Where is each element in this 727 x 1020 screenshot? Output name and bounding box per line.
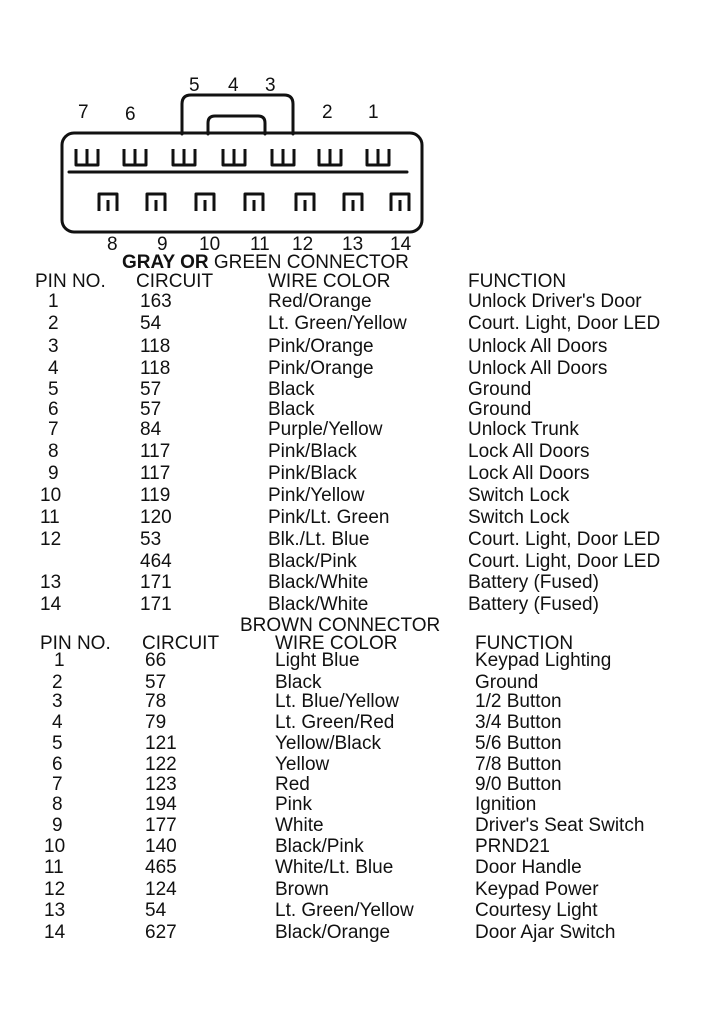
connector-housing bbox=[62, 133, 422, 232]
row-circuit: 120 bbox=[140, 507, 172, 528]
row-wire-color: Lt. Green/Red bbox=[275, 712, 395, 733]
pin-label-8: 8 bbox=[107, 234, 118, 255]
column-header-function: FUNCTION bbox=[468, 271, 567, 292]
row-wire-color: Black/Pink bbox=[268, 551, 357, 572]
bottom-terminal bbox=[296, 194, 314, 211]
bottom-terminal bbox=[147, 194, 165, 211]
gray-connector-title-rest: GREEN CONNECTOR bbox=[208, 252, 409, 273]
row-wire-color: Black/White bbox=[268, 572, 369, 593]
row-function: 5/6 Button bbox=[475, 733, 562, 754]
row-function: Ground bbox=[468, 379, 532, 400]
row-pin: 7 bbox=[48, 419, 59, 440]
column-header-wire: WIRE COLOR bbox=[275, 633, 398, 654]
row-function: Ground bbox=[468, 399, 532, 420]
row-function: Court. Light, Door LED bbox=[468, 313, 661, 334]
row-circuit: 124 bbox=[145, 879, 177, 900]
row-wire-color: Pink/Orange bbox=[268, 358, 374, 379]
row-circuit: 122 bbox=[145, 754, 177, 775]
row-wire-color: Pink/Orange bbox=[268, 336, 374, 357]
column-header-circuit: CIRCUIT bbox=[136, 271, 214, 292]
row-circuit: 464 bbox=[140, 551, 172, 572]
row-circuit: 57 bbox=[140, 379, 162, 400]
row-function: Ground bbox=[475, 672, 539, 693]
row-function: Ignition bbox=[475, 794, 537, 815]
row-circuit: 66 bbox=[145, 650, 167, 671]
row-wire-color: Black/Pink bbox=[275, 836, 364, 857]
column-header-circuit: CIRCUIT bbox=[142, 633, 220, 654]
pin-label-1: 1 bbox=[368, 102, 379, 123]
row-pin: 4 bbox=[48, 358, 59, 379]
row-wire-color: Red bbox=[275, 774, 310, 795]
row-function: Unlock All Doors bbox=[468, 336, 608, 357]
top-terminal bbox=[319, 149, 341, 165]
row-wire-color: Lt. Green/Yellow bbox=[275, 900, 414, 921]
row-function: 7/8 Button bbox=[475, 754, 562, 775]
top-terminal bbox=[173, 149, 195, 165]
row-wire-color: Pink/Yellow bbox=[268, 485, 365, 506]
row-wire-color: Black bbox=[268, 379, 315, 400]
row-function: 3/4 Button bbox=[475, 712, 562, 733]
row-function: Unlock All Doors bbox=[468, 358, 608, 379]
pin-label-2: 2 bbox=[322, 102, 333, 123]
row-circuit: 119 bbox=[140, 485, 171, 506]
row-pin: 5 bbox=[48, 379, 59, 400]
row-function: Courtesy Light bbox=[475, 900, 598, 921]
pin-label-4: 4 bbox=[228, 75, 239, 96]
row-function: Door Handle bbox=[475, 857, 582, 878]
row-circuit: 194 bbox=[145, 794, 177, 815]
row-function: Lock All Doors bbox=[468, 463, 590, 484]
row-circuit: 79 bbox=[145, 712, 167, 733]
row-pin: 12 bbox=[44, 879, 66, 900]
row-wire-color: Pink/Black bbox=[268, 463, 357, 484]
row-pin: 14 bbox=[44, 922, 66, 943]
bottom-terminal bbox=[245, 194, 263, 211]
connector-diagram bbox=[0, 0, 727, 260]
row-wire-color: Pink bbox=[275, 794, 312, 815]
row-wire-color: Pink/Black bbox=[268, 441, 357, 462]
column-header-pin: PIN NO. bbox=[40, 633, 111, 654]
pin-label-9: 9 bbox=[157, 234, 168, 255]
row-wire-color: Brown bbox=[275, 879, 329, 900]
bottom-terminal bbox=[99, 194, 117, 211]
row-pin: 9 bbox=[52, 815, 63, 836]
row-circuit: 117 bbox=[140, 441, 171, 462]
row-function: 1/2 Button bbox=[475, 691, 562, 712]
row-circuit: 140 bbox=[145, 836, 177, 857]
row-wire-color: Black/Orange bbox=[275, 922, 391, 943]
top-terminal bbox=[223, 149, 245, 165]
row-circuit: 123 bbox=[145, 774, 177, 795]
connector-lock-notch bbox=[208, 116, 265, 134]
top-terminal bbox=[272, 149, 294, 165]
row-pin: 13 bbox=[44, 900, 66, 921]
row-wire-color: Black/White bbox=[268, 594, 369, 615]
bottom-terminal bbox=[344, 194, 362, 211]
row-pin: 6 bbox=[48, 399, 59, 420]
row-pin: 11 bbox=[40, 507, 60, 528]
row-wire-color: Lt. Blue/Yellow bbox=[275, 691, 399, 712]
row-function: Switch Lock bbox=[468, 507, 570, 528]
pin-label-14: 14 bbox=[390, 234, 412, 255]
row-wire-color: Red/Orange bbox=[268, 291, 372, 312]
row-pin: 8 bbox=[52, 794, 63, 815]
row-wire-color: White bbox=[275, 815, 324, 836]
row-pin: 10 bbox=[40, 485, 62, 506]
row-pin: 10 bbox=[44, 836, 66, 857]
row-pin: 11 bbox=[44, 857, 64, 878]
row-pin: 7 bbox=[52, 774, 63, 795]
pin-label-10: 10 bbox=[199, 234, 221, 255]
pin-label-7: 7 bbox=[78, 102, 89, 123]
pin-label-3: 3 bbox=[265, 75, 276, 96]
row-pin: 1 bbox=[54, 650, 65, 671]
row-pin: 2 bbox=[52, 672, 63, 693]
row-function: Court. Light, Door LED bbox=[468, 529, 661, 550]
row-circuit: 57 bbox=[140, 399, 162, 420]
row-pin: 13 bbox=[40, 572, 62, 593]
row-wire-color: Purple/Yellow bbox=[268, 419, 383, 440]
row-function: Door Ajar Switch bbox=[475, 922, 616, 943]
brown-connector-title: BROWN CONNECTOR bbox=[240, 615, 441, 636]
row-wire-color: Pink/Lt. Green bbox=[268, 507, 390, 528]
row-circuit: 54 bbox=[140, 313, 162, 334]
column-header-wire: WIRE COLOR bbox=[268, 271, 391, 292]
column-header-pin: PIN NO. bbox=[35, 271, 106, 292]
row-pin: 9 bbox=[48, 463, 59, 484]
bottom-terminal bbox=[391, 194, 409, 211]
row-function: 9/0 Button bbox=[475, 774, 562, 795]
row-pin: 3 bbox=[52, 691, 63, 712]
row-pin: 4 bbox=[52, 712, 63, 733]
row-circuit: 54 bbox=[145, 900, 167, 921]
row-function: Lock All Doors bbox=[468, 441, 590, 462]
row-function: Battery (Fused) bbox=[468, 572, 599, 593]
row-wire-color: Yellow bbox=[275, 754, 330, 775]
row-circuit: 57 bbox=[145, 672, 167, 693]
row-circuit: 163 bbox=[140, 291, 172, 312]
row-circuit: 78 bbox=[145, 691, 167, 712]
gray-connector-title bbox=[122, 253, 409, 272]
row-pin: 8 bbox=[48, 441, 59, 462]
row-pin: 5 bbox=[52, 733, 63, 754]
gray-connector-title-bold: GRAY OR bbox=[122, 252, 209, 273]
pin-label-6: 6 bbox=[125, 104, 136, 125]
row-wire-color: Black bbox=[268, 399, 315, 420]
top-terminal bbox=[367, 149, 389, 165]
row-pin: 12 bbox=[40, 529, 62, 550]
pin-label-13: 13 bbox=[342, 234, 364, 255]
top-terminal bbox=[124, 149, 146, 165]
row-pin: 1 bbox=[48, 291, 59, 312]
row-wire-color: White/Lt. Blue bbox=[275, 857, 394, 878]
row-wire-color: Black bbox=[275, 672, 322, 693]
row-wire-color: Lt. Green/Yellow bbox=[268, 313, 407, 334]
row-pin: 3 bbox=[48, 336, 59, 357]
row-wire-color: Blk./Lt. Blue bbox=[268, 529, 370, 550]
row-wire-color: Yellow/Black bbox=[275, 733, 381, 754]
row-pin: 2 bbox=[48, 313, 59, 334]
row-pin: 14 bbox=[40, 594, 62, 615]
row-circuit: 117 bbox=[140, 463, 171, 484]
row-circuit: 171 bbox=[140, 594, 172, 615]
row-function: Battery (Fused) bbox=[468, 594, 599, 615]
row-function: PRND21 bbox=[475, 836, 550, 857]
row-circuit: 465 bbox=[145, 857, 177, 878]
row-function: Court. Light, Door LED bbox=[468, 551, 661, 572]
row-pin: 6 bbox=[52, 754, 63, 775]
pin-label-5: 5 bbox=[189, 75, 200, 96]
row-circuit: 121 bbox=[145, 733, 177, 754]
row-circuit: 627 bbox=[145, 922, 177, 943]
row-circuit: 177 bbox=[145, 815, 177, 836]
row-function: Driver's Seat Switch bbox=[475, 815, 645, 836]
top-terminal bbox=[76, 149, 98, 165]
bottom-terminal bbox=[196, 194, 214, 211]
row-circuit: 118 bbox=[140, 336, 171, 357]
row-function: Keypad Power bbox=[475, 879, 599, 900]
row-function: Switch Lock bbox=[468, 485, 570, 506]
row-wire-color: Light Blue bbox=[275, 650, 360, 671]
row-circuit: 171 bbox=[140, 572, 172, 593]
row-function: Unlock Trunk bbox=[468, 419, 579, 440]
column-header-function: FUNCTION bbox=[475, 633, 574, 654]
row-function: Keypad Lighting bbox=[475, 650, 612, 671]
row-circuit: 118 bbox=[140, 358, 171, 379]
pin-label-12: 12 bbox=[292, 234, 314, 255]
row-circuit: 84 bbox=[140, 419, 162, 440]
row-function: Unlock Driver's Door bbox=[468, 291, 642, 312]
row-circuit: 53 bbox=[140, 529, 162, 550]
pin-label-11: 11 bbox=[250, 234, 270, 255]
